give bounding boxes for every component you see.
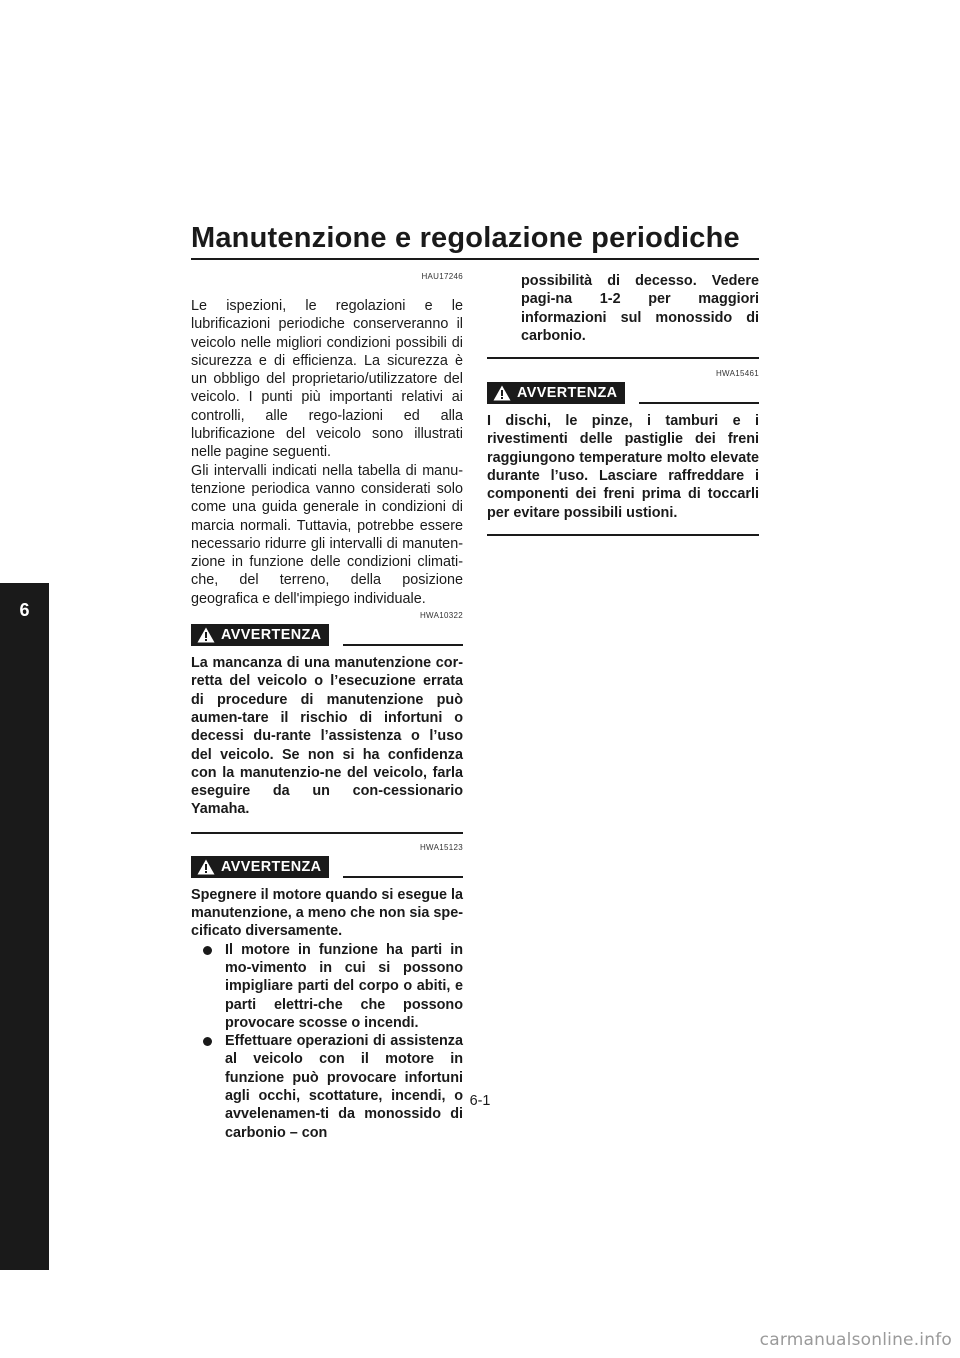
warning-badge <box>191 856 329 878</box>
title-rule <box>191 258 759 260</box>
warning-text: I dischi, le pinze, i tamburi e i rivestimenti delle pastiglie dei freni raggiungono temperature molto elevate durante l’uso. Lasciare raffreddare i componenti dei freni prima di toccarli per evitare possibili ustioni. <box>487 413 759 521</box>
warning-triangle-icon <box>493 385 511 401</box>
warning-label: AVVERTENZA <box>517 385 618 402</box>
bullet-icon <box>203 1037 212 1046</box>
warning-header <box>191 622 463 646</box>
warning-header <box>191 854 463 878</box>
warning-label: AVVERTENZA <box>221 858 322 875</box>
warning-badge <box>487 382 625 404</box>
list-item: Il motore in funzione ha parti in mo-vimento in cui si possono impigliare parti del corpo o abiti, e parti elettri-che che possono provocare scosse o incendi. <box>191 941 463 1032</box>
warning-end-rule <box>487 357 759 359</box>
chapter-number: 6 <box>19 600 30 620</box>
intro-paragraph-1: Le ispezioni, le regolazioni e le lubrificazioni periodiche conserveranno il veicolo nelle migliori condizioni possibili di sicurezza e di efficienza. La sicurezza è un obbligo del proprietario/utilizzatore del veicolo. I punti più importanti relativi ai controlli, alle rego-lazioni ed alla lubrificazione del veicolo sono illustrati nelle pagine seguenti. <box>191 298 463 461</box>
warning-text: La mancanza di una manutenzione cor-retta del veicolo o l’esecuzione errata di procedure di manutenzione può aumen-tare il rischio di infortuni o decessi du-rante l’assistenza o l’uso del veicolo. Se non si ha confidenza con la manutenzio-ne del veicolo, farla eseguire da un con-cessionario Yamaha. <box>191 655 463 818</box>
page-title: Manutenzione e regolazione periodiche <box>191 222 740 254</box>
list-item: Effettuare operazioni di assistenza al veicolo con il motore in funzione può provocare infortuni agli occhi, scottature, incendi, o avvelenamen-ti da monossido di carbonio – con <box>191 1032 463 1142</box>
warning-text: Spegnere il motore quando si esegue la manutenzione, a meno che non sia spe-cificato diversamente. <box>191 886 463 940</box>
warning-header <box>487 380 759 404</box>
warning-rule <box>639 402 759 404</box>
page-number: 6-1 <box>469 1093 491 1109</box>
watermark: carmanualsonline.info <box>759 1330 952 1350</box>
warning-triangle-icon <box>197 859 215 875</box>
right-column <box>487 272 759 536</box>
warning-continuation: possibilità di decesso. Vedere pagi-na 1-2 per maggiori informazioni sul monossido di carbonio. <box>521 273 759 344</box>
warning-rule <box>343 876 463 878</box>
section-code: HAU17246 <box>421 272 463 281</box>
bullet-icon <box>203 946 212 955</box>
warning-bullet-list <box>191 941 463 1142</box>
warning-code: HWA15461 <box>715 369 759 379</box>
warning-code: HWA15123 <box>419 842 463 852</box>
warning-badge <box>191 624 329 646</box>
intro-paragraph-2: Gli intervalli indicati nella tabella di manu-tenzione periodica vanno considerati solo come una guida generale in condizioni di marcia normali. Tuttavia, potrebbe essere necessario ridurre gli intervalli di manuten-zione in funzione delle condizioni climati-che, del terreno, della posizione geografica e dell'impiego individuale. <box>191 462 463 607</box>
chapter-tab <box>0 583 49 1270</box>
left-column <box>191 272 463 1142</box>
warning-rule <box>343 644 463 646</box>
warning-code: HWA10322 <box>419 611 463 621</box>
warning-end-rule <box>487 534 759 536</box>
warning-label: AVVERTENZA <box>221 627 322 644</box>
warning-end-rule <box>191 832 463 834</box>
warning-triangle-icon <box>197 627 215 643</box>
